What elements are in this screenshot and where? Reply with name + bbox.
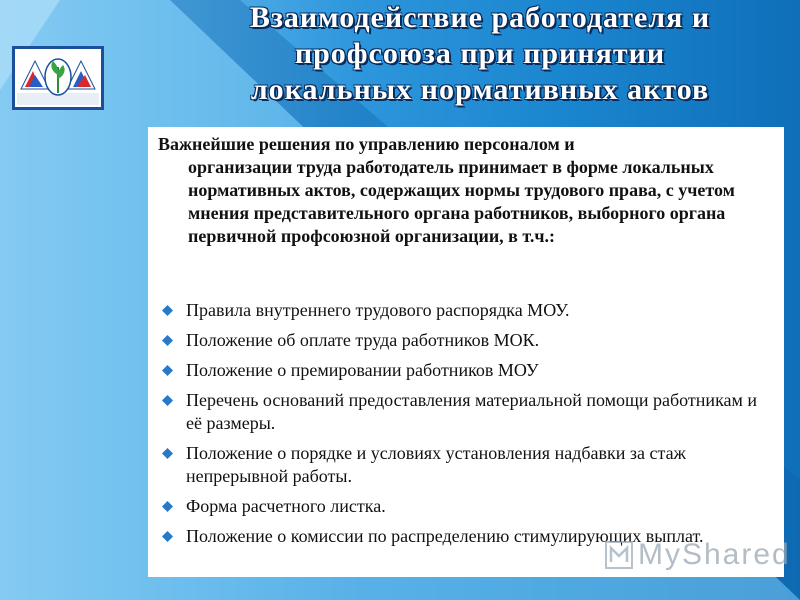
list-item-text: Положение о порядке и условиях установления надбавки за стаж непрерывной работы. (186, 443, 686, 486)
list-item-text: Положение о комиссии по распределению стимулирующих выплат. (186, 526, 704, 546)
diamond-bullet-icon (162, 365, 173, 376)
list-item-text: Правила внутреннего трудового распорядка МОУ. (186, 300, 570, 320)
diamond-bullet-icon (162, 305, 173, 316)
list-item (158, 495, 768, 518)
title-line-1: Взаимодействие работодателя и (249, 1, 711, 34)
list-item-text: Положение о премировании работников МОУ (186, 360, 539, 380)
list-item (158, 442, 768, 488)
watermark-text: MyShared (638, 538, 791, 571)
diamond-bullet-icon (162, 448, 173, 459)
title-line-3: локальных нормативных актов (250, 73, 710, 106)
acts-list (158, 299, 768, 555)
trade-union-logo-icon (12, 46, 104, 110)
diamond-bullet-icon (162, 395, 173, 406)
list-item (158, 329, 768, 352)
list-item-text: Форма расчетного листка. (186, 496, 386, 516)
intro-rest: организации труда работодатель принимает в форме локальных нормативных актов, содержащих нормы трудового права, с учетом мнения представительного органа работников, выборного органа первичной профсоюзной организации, в т.ч.: (188, 157, 735, 246)
list-item (158, 359, 768, 382)
intro-first-line: Важнейшие решения по управлению персоналом и (158, 134, 575, 154)
slide-title (170, 0, 790, 108)
diamond-bullet-icon (162, 501, 173, 512)
title-line-2: профсоюза при принятии (294, 37, 666, 70)
list-item (158, 299, 768, 322)
list-item-text: Перечень оснований предоставления материальной помощи работникам и её размеры. (186, 390, 758, 433)
content-panel (148, 127, 784, 577)
list-item-text: Положение об оплате труда работников МОК. (186, 330, 540, 350)
list-item (158, 389, 768, 435)
diamond-bullet-icon (162, 335, 173, 346)
mys-logo-icon (604, 540, 634, 570)
diamond-bullet-icon (162, 531, 173, 542)
intro-paragraph (158, 133, 768, 248)
